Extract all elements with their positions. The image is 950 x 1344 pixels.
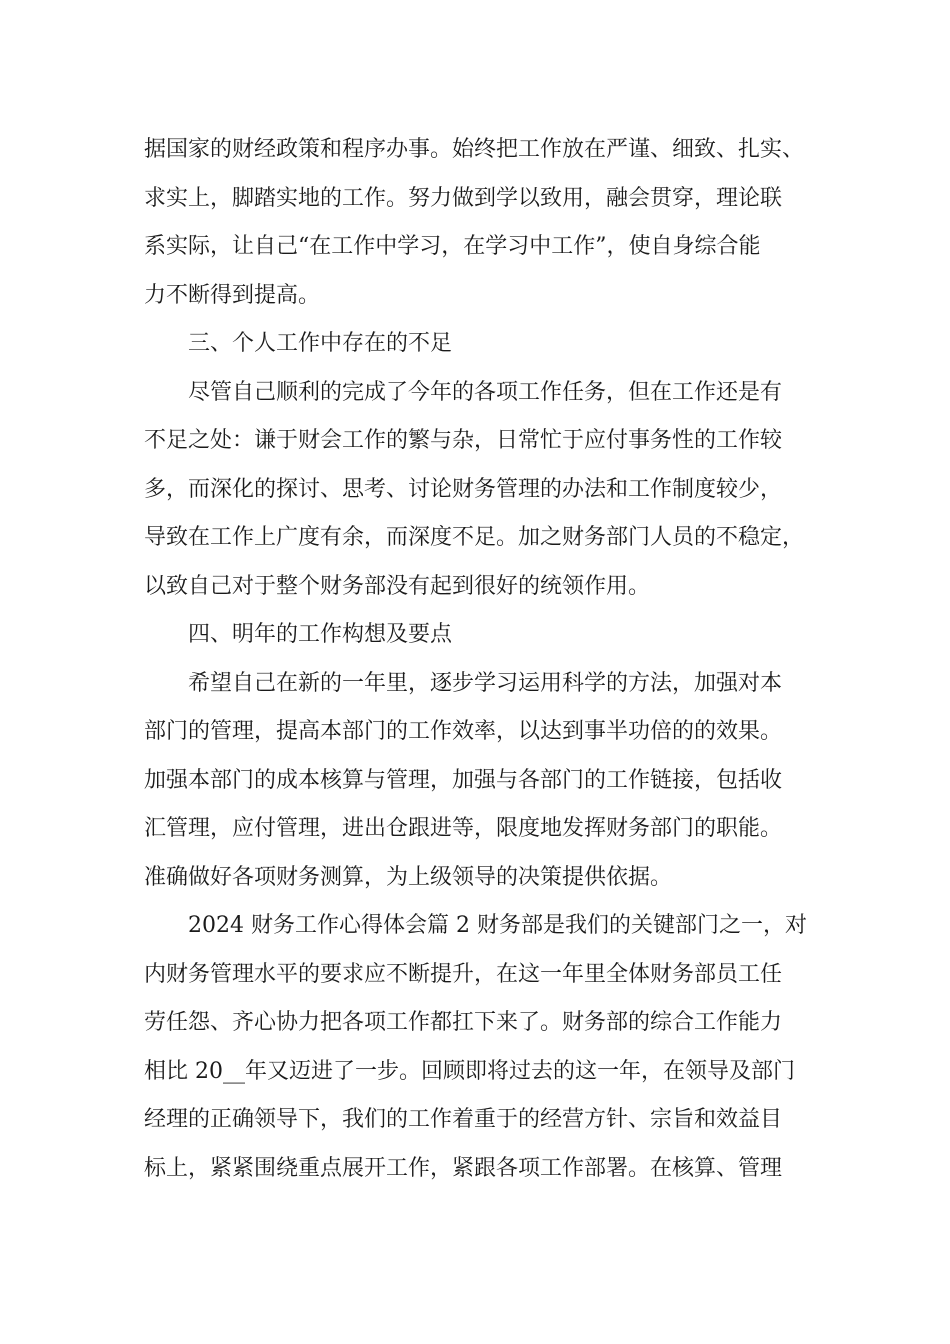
text-line: 标上，紧紧围绕重点展开工作，紧跟各项工作部署。在核算、管理 — [144, 1155, 783, 1181]
text-line: 经理的正确领导下，我们的工作着重于的经营方针、宗旨和效益目 — [144, 1107, 783, 1132]
text-line: 据国家的财经政策和程序办事。始终把工作放在严谨、细致、扎实、 — [144, 137, 805, 162]
text-line: 希望自己在新的一年里，逐步学习运用科学的方法，加强对本 — [188, 670, 783, 696]
text-line: 尽管自己顺利的完成了今年的各项工作任务，但在工作还是有 — [188, 379, 783, 405]
text-line: 部门的管理，提高本部门的工作效率，以达到事半功倍的的效果。 — [144, 719, 783, 744]
text-line: 汇管理，应付管理，进出仓跟进等，限度地发挥财务部门的职能。 — [144, 816, 783, 841]
text-line: 不足之处：谦于财会工作的繁与杂，日常忙于应付事务性的工作较 — [144, 428, 783, 453]
text-line: 2024 财务工作心得体会篇 2 财务部是我们的关键部门之一，对 — [188, 913, 807, 938]
text-line: 求实上，脚踏实地的工作。努力做到学以致用，融会贯穿，理论联 — [144, 185, 783, 211]
section-heading-shortcomings: 三、个人工作中存在的不足 — [188, 331, 453, 356]
text-line: 以致自己对于整个财务部没有起到很好的统领作用。 — [144, 573, 651, 599]
text-line: 多，而深化的探讨、思考、讨论财务管理的办法和工作制度较少， — [144, 476, 783, 502]
text-line: 导致在工作上广度有余，而深度不足。加之财务部门人员的不稳定， — [144, 525, 805, 550]
text-line: 加强本部门的成本核算与管理，加强与各部门的工作链接，包括收 — [144, 767, 783, 793]
section-heading-next-year-plan: 四、明年的工作构想及要点 — [188, 622, 453, 647]
text-line: 系实际，让自己“在工作中学习，在学习中工作”，使自身综合能 — [144, 234, 761, 259]
text-line: 准确做好各项财务测算，为上级领导的决策提供依据。 — [144, 864, 673, 890]
text-line: 劳任怨、齐心协力把各项工作都扛下来了。财务部的综合工作能力 — [144, 1010, 783, 1035]
text-line: 力不断得到提高。 — [144, 282, 321, 308]
document-body — [144, 126, 824, 1193]
text-line: 内财务管理水平的要求应不断提升，在这一年里全体财务部员工任 — [144, 961, 783, 987]
text-line: 相比 20__年又迈进了一步。回顾即将过去的这一年，在领导及部门 — [144, 1058, 795, 1084]
